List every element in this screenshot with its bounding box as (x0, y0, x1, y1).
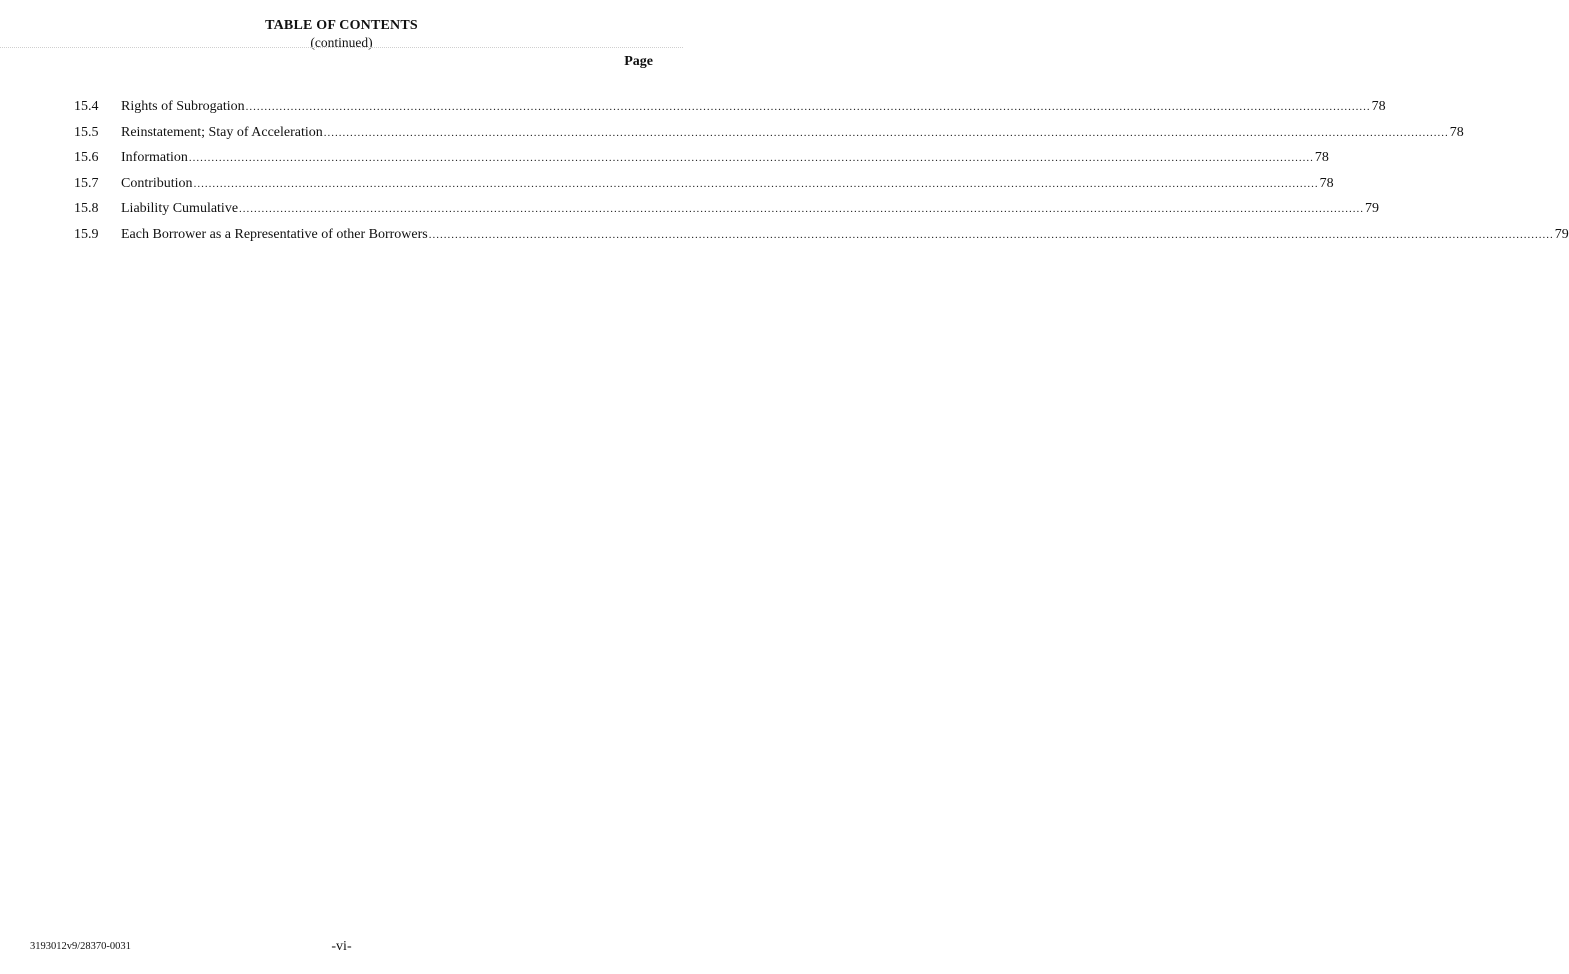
toc-continued-label: (continued) (310, 35, 373, 50)
dot-leader: ............................................................................................................................................................................................................................................................................................................ (188, 152, 1314, 164)
toc-entry-number: 15.5 (74, 124, 99, 140)
toc-entry-number: 15.7 (74, 175, 99, 191)
toc-entry-page: 78 (1449, 124, 1464, 140)
toc-entry[interactable] (0, 124, 1464, 150)
toc-entry-page: 79 (1365, 201, 1380, 216)
toc-entry[interactable] (0, 149, 1329, 175)
toc-entry-page: 78 (1314, 150, 1329, 165)
page-column-heading: Page (624, 54, 653, 69)
toc-entry[interactable] (0, 98, 1386, 124)
toc-heading: TABLE OF CONTENTS (265, 18, 418, 33)
toc-entry[interactable] (0, 226, 1569, 252)
page-number: -vi- (331, 939, 352, 954)
dot-leader: ............................................................................................................................................................................................................................................................................................................ (323, 126, 1449, 139)
document-id: 3193012v9/28370-0031 (30, 941, 131, 952)
toc-entry-title: Reinstatement; Stay of Acceleration (121, 124, 323, 140)
header-divider (0, 47, 683, 48)
toc-entry-number: 15.9 (74, 226, 99, 242)
dot-leader: ............................................................................................................................................................................................................................................................................................................ (193, 177, 1319, 190)
toc-entry-page: 79 (1554, 226, 1569, 242)
dot-leader: ............................................................................................................................................................................................................................................................................................................ (428, 228, 1554, 241)
toc-entry-number: 15.4 (74, 99, 99, 114)
toc-entry-number: 15.6 (74, 150, 99, 165)
toc-entry-title: Rights of Subrogation (121, 99, 245, 114)
toc-entry-page: 78 (1319, 175, 1334, 191)
toc-entry-title: Each Borrower as a Representative of other Borrowers (121, 226, 428, 242)
toc-entry-title: Liability Cumulative (121, 201, 239, 216)
toc-entry-title: Information (121, 150, 188, 165)
toc-list (0, 98, 1569, 251)
toc-entry[interactable] (0, 175, 1334, 201)
toc-entry-title: Contribution (121, 175, 193, 191)
dot-leader: ............................................................................................................................................................................................................................................................................................................ (239, 203, 1365, 215)
toc-entry-number: 15.8 (74, 201, 99, 216)
toc-entry-page: 78 (1371, 99, 1386, 114)
toc-entry[interactable] (0, 200, 1380, 226)
dot-leader: ............................................................................................................................................................................................................................................................................................................ (245, 101, 1371, 113)
